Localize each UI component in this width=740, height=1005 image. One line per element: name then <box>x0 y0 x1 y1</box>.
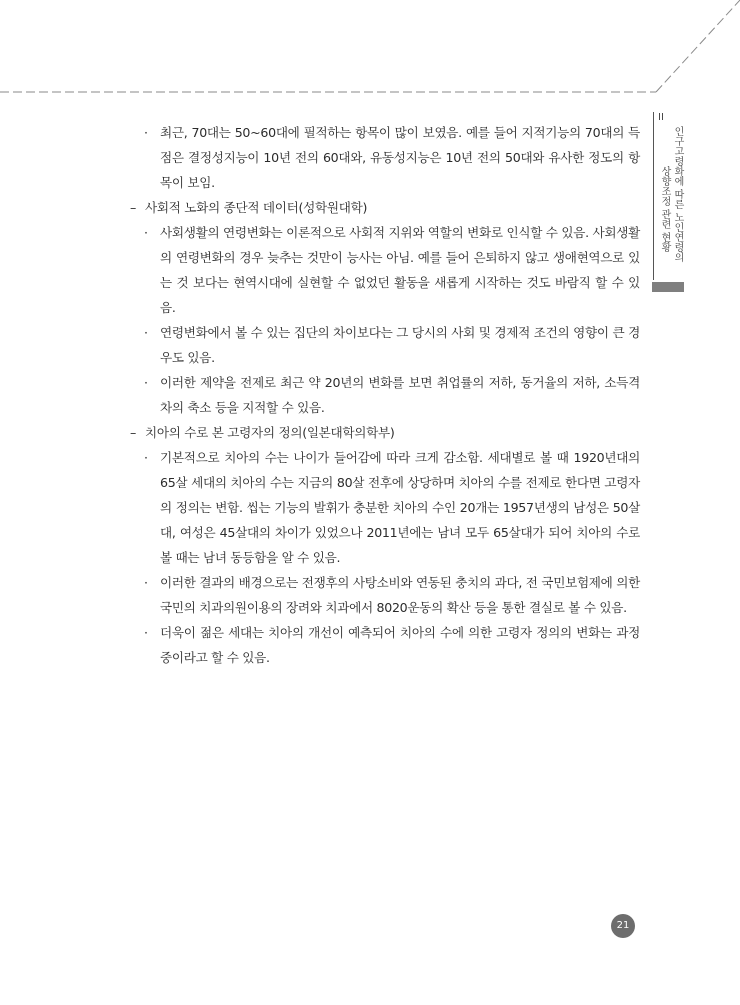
bullet-text: 기본적으로 치아의 수는 나이가 들어감에 따라 크게 감소함. 세대별로 볼 때 1920년대의 65살 세대의 치아의 수는 지금의 80살 전후에 상당하며 치아의 수를 전제로 한다면 고령자의 정의는 변함. 씹는 기능의 발휘가 충분한 치아의 수인 20개는 1957년생의 남성은 50살대, 여성은 45살대의 차이가 있었으나 2011년에는 남녀 모두 65살대가 되어 치아의 수로 볼 때는 남녀 동등함을 알 수 있음. <box>160 450 640 565</box>
bullet-mark: · <box>144 225 148 240</box>
side-tab-marker <box>652 282 684 292</box>
bullet-text: 이러한 결과의 배경으로는 전쟁후의 사탕소비와 연동된 충치의 과다, 전 국민보험제에 의한 국민의 치과의원이용의 장려와 치과에서 8020운동의 확산 등을 통한 결실로 볼 수 있음. <box>160 575 640 615</box>
bullet-item <box>130 570 640 620</box>
bullet-mark: · <box>144 325 148 340</box>
body-text <box>130 120 640 670</box>
page-number-badge: 21 <box>611 914 635 938</box>
chapter-number: II <box>658 112 664 123</box>
bullet-mark: · <box>144 125 148 140</box>
bullet-item <box>130 120 640 195</box>
bullet-text: 사회생활의 연령변화는 이론적으로 사회적 지위와 역할의 변화로 인식할 수 있음. 사회생활의 연령변화의 경우 늦추는 것만이 능사는 아님. 예를 들어 은퇴하지 않고 생애현역으로 있는 것 보다는 현역시대에 실현할 수 없었던 활동을 새롭게 시작하는 것도 바람직 할 수 있음. <box>160 225 640 315</box>
bullet-text: 더욱이 젊은 세대는 치아의 개선이 예측되어 치아의 수에 의한 고령자 정의의 변화는 과정중이라고 할 수 있음. <box>160 625 640 665</box>
bullet-item <box>130 370 640 420</box>
chapter-title-line2: 상향조정 관련 현황 <box>659 166 670 253</box>
bullet-item <box>130 320 640 370</box>
dash-mark: – <box>130 200 136 215</box>
bullet-mark: · <box>144 450 148 465</box>
section-heading <box>130 420 640 445</box>
bullet-text: 이러한 제약을 전제로 최근 약 20년의 변화를 보면 취업률의 저하, 동거율의 저하, 소득격차의 축소 등을 지적할 수 있음. <box>160 375 640 415</box>
chapter-title-line1: 인구고령화에 따른 노인연령의 <box>672 126 683 263</box>
bullet-item <box>130 445 640 570</box>
bullet-text: 최근, 70대는 50~60대에 필적하는 항목이 많이 보였음. 예를 들어 지적기능의 70대의 득점은 결정성지능이 10년 전의 60대와, 유동성지능은 10년 전의 50대와 유사한 정도의 항목이 보임. <box>160 125 640 190</box>
dashed-corner-diagonal <box>656 0 740 92</box>
side-tab-rule <box>653 112 654 280</box>
chapter-side-tab <box>652 112 684 292</box>
bullet-mark: · <box>144 575 148 590</box>
bullet-mark: · <box>144 625 148 640</box>
section-heading-text: 사회적 노화의 종단적 데이터(성학원대학) <box>145 200 368 215</box>
bullet-mark: · <box>144 375 148 390</box>
section-heading <box>130 195 640 220</box>
bullet-item <box>130 220 640 320</box>
bullet-item <box>130 620 640 670</box>
dash-mark: – <box>130 425 136 440</box>
section-heading-text: 치아의 수로 본 고령자의 정의(일본대학의학부) <box>145 425 395 440</box>
bullet-text: 연령변화에서 볼 수 있는 집단의 차이보다는 그 당시의 사회 및 경제적 조건의 영향이 큰 경우도 있음. <box>160 325 640 365</box>
